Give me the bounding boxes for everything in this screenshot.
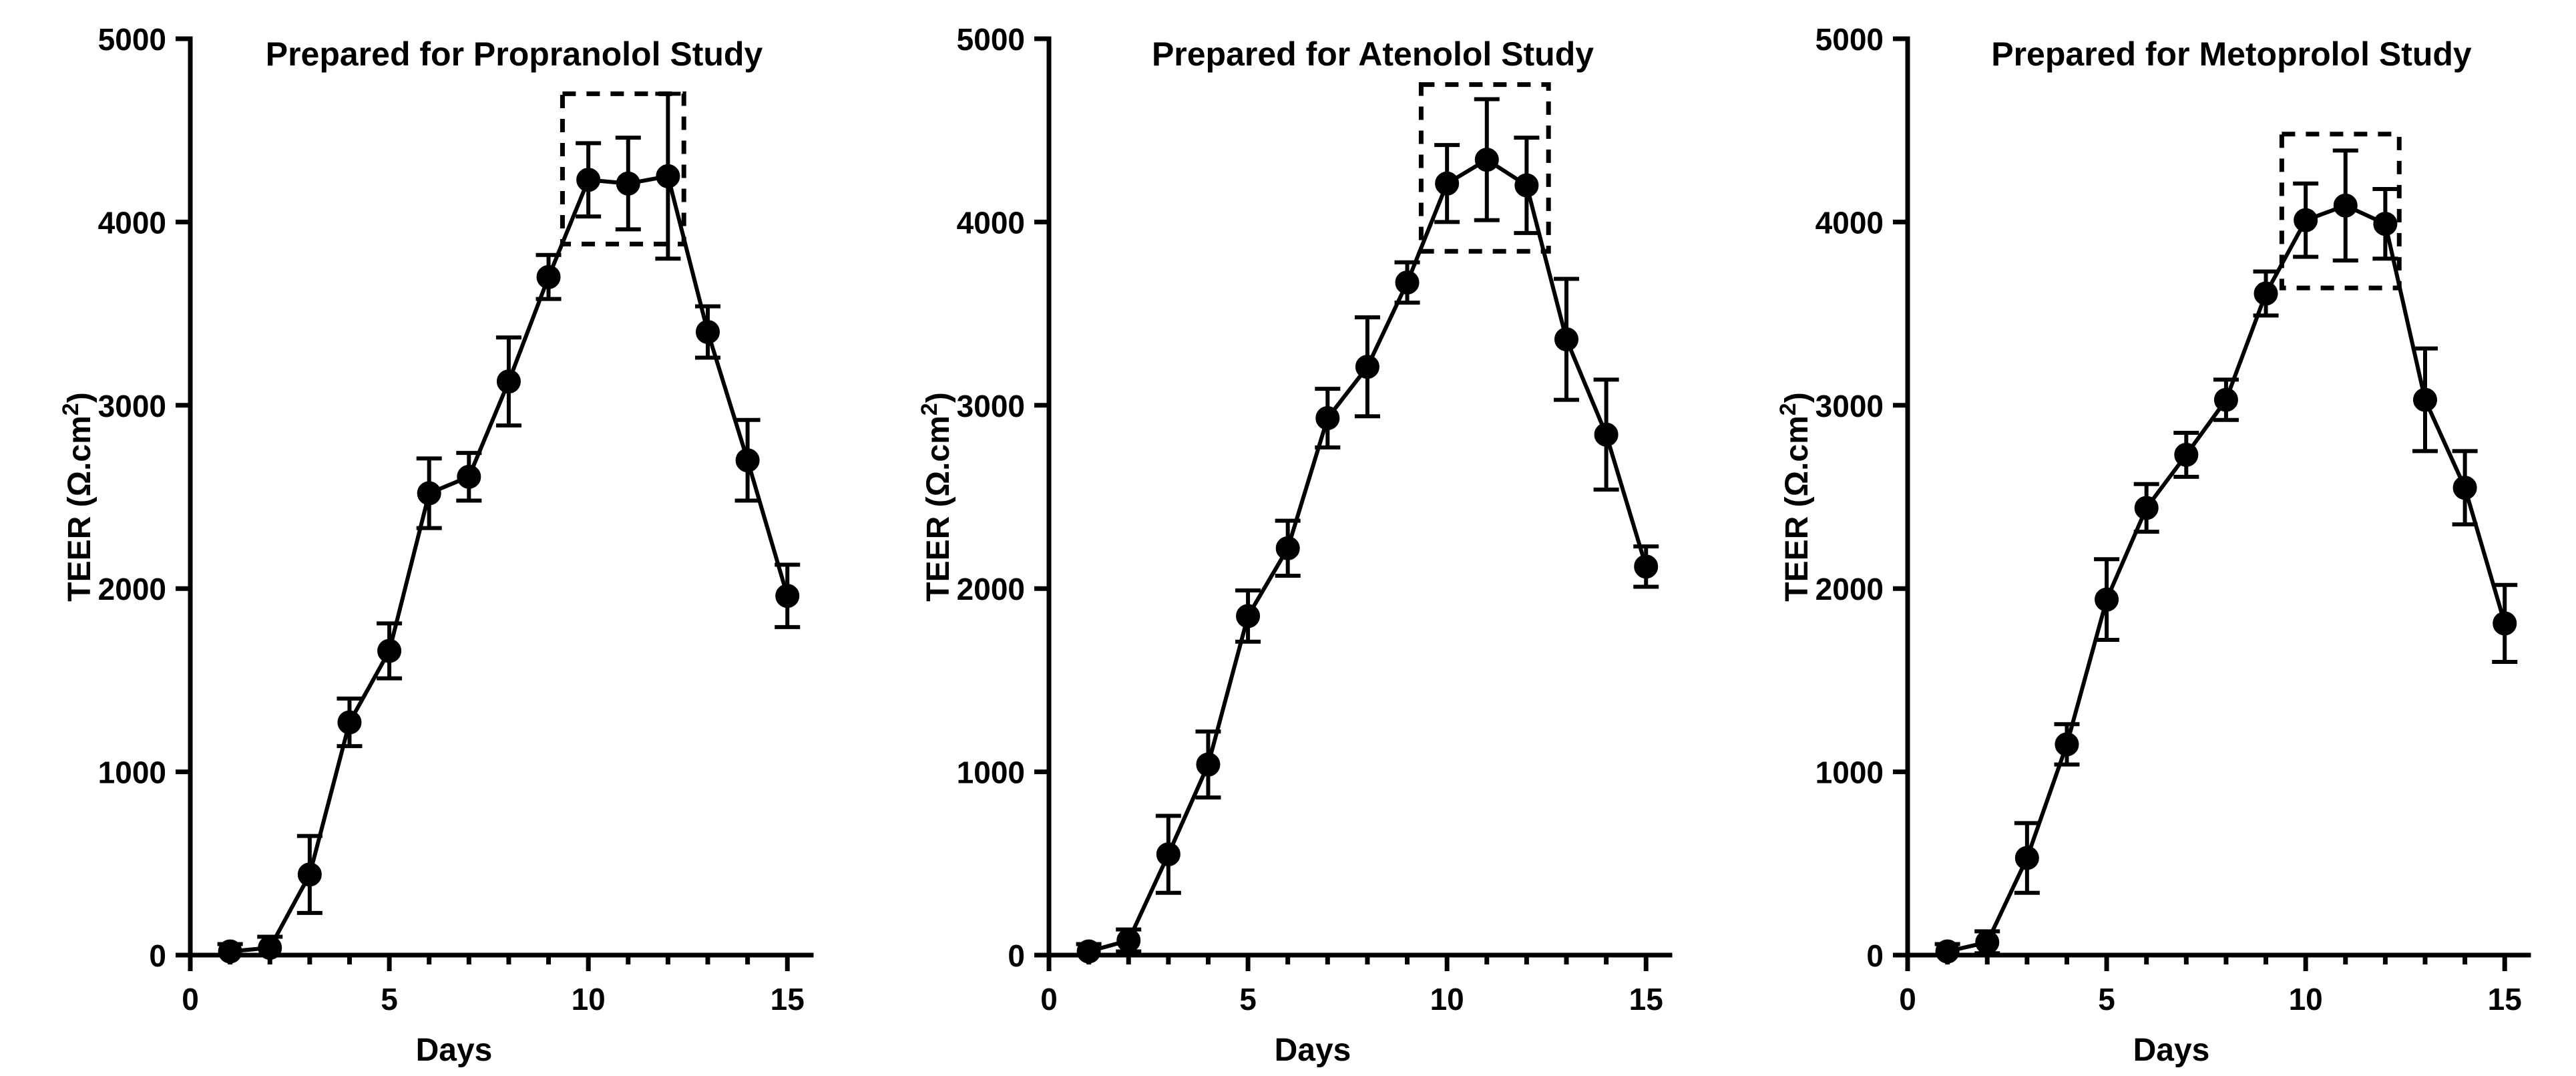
svg-text:0: 0: [182, 982, 199, 1017]
y-axis-ticks: [957, 22, 1049, 973]
svg-text:2000: 2000: [1815, 572, 1884, 607]
data-point: [577, 168, 600, 191]
svg-text:TEER (Ω.cm2): TEER $(\Omega.cm^2)$: [58, 392, 97, 602]
svg-text:5: 5: [381, 982, 398, 1017]
svg-text:0: 0: [1899, 982, 1916, 1017]
svg-text:5000: 5000: [1815, 22, 1884, 57]
chart-svg: [859, 0, 1717, 1076]
x-axis-title: Days: [415, 1033, 493, 1068]
svg-text:3000: 3000: [1815, 388, 1884, 423]
svg-text:3000: 3000: [956, 388, 1025, 423]
data-point: [1936, 940, 1959, 963]
data-point: [457, 466, 480, 488]
y-axis-ticks: [98, 22, 190, 973]
data-point: [2215, 389, 2237, 411]
svg-text:4000: 4000: [97, 205, 166, 240]
chart-panel-metoprolol: [1717, 0, 2576, 1076]
svg-text:15: 15: [1629, 982, 1663, 1017]
panel-title: [266, 35, 763, 73]
chart-svg: [0, 0, 859, 1076]
svg-text:1000: 1000: [97, 755, 166, 790]
x-axis-ticks: [1899, 955, 2522, 1017]
x-axis-title: Days: [2133, 1033, 2210, 1068]
data-point: [2334, 194, 2357, 217]
svg-text:TEER (Ω.cm2): TEER $(\Omega.cm^2)$: [1775, 392, 1815, 602]
svg-text:1000: 1000: [956, 755, 1025, 790]
data-point: [1396, 271, 1419, 294]
svg-text:2000: 2000: [97, 572, 166, 607]
data-point: [1976, 931, 1998, 954]
svg-text:10: 10: [1430, 982, 1464, 1017]
data-point: [656, 165, 679, 188]
svg-text:4000: 4000: [956, 205, 1025, 240]
data-point: [1117, 929, 1140, 952]
svg-text:10: 10: [571, 982, 606, 1017]
panel-title: [1991, 35, 2472, 73]
svg-text:3000: 3000: [97, 388, 166, 423]
chart-svg: [1717, 0, 2576, 1076]
data-point: [1237, 604, 1259, 627]
data-point: [497, 370, 520, 393]
svg-text:Prepared for Metoprolol Study: Prepared for Metoprolol Study: [1991, 35, 2472, 73]
svg-text:5000: 5000: [97, 22, 166, 57]
data-point: [776, 584, 799, 607]
data-point: [2374, 212, 2396, 235]
axes: [1049, 39, 1670, 955]
data-point: [1635, 555, 1657, 578]
data-point: [696, 321, 719, 343]
chart-panel-atenolol: [859, 0, 1717, 1076]
svg-text:Prepared for Atenolol Study: Prepared for Atenolol Study: [1151, 35, 1594, 73]
svg-text:1000: 1000: [1815, 755, 1884, 790]
chart-panel-propranolol: [0, 0, 859, 1076]
error-bars: [1935, 150, 2518, 955]
axes: [190, 39, 811, 955]
svg-text:15: 15: [770, 982, 805, 1017]
y-axis-title: [58, 392, 97, 601]
x-axis-ticks: [182, 955, 805, 1017]
svg-text:0: 0: [1008, 938, 1025, 973]
svg-text:0: 0: [149, 938, 166, 973]
panel-title: [1152, 35, 1594, 73]
data-point: [2175, 443, 2197, 466]
data-point: [258, 936, 281, 959]
y-axis-ticks: [1815, 22, 1908, 973]
x-axis-ticks: [1040, 955, 1663, 1017]
data-point: [1157, 843, 1180, 866]
y-axis-title: [1775, 392, 1815, 601]
data-point: [338, 711, 361, 734]
data-point: [2414, 389, 2436, 411]
data-point-markers: [219, 165, 799, 963]
error-bars: [1076, 100, 1659, 955]
data-point: [538, 266, 560, 289]
data-point: [1436, 172, 1458, 195]
error-bars: [218, 94, 801, 955]
svg-text:0: 0: [1866, 938, 1884, 973]
svg-text:4000: 4000: [1815, 205, 1884, 240]
data-point: [1476, 148, 1498, 171]
data-point-markers: [1936, 194, 2517, 963]
svg-text:2000: 2000: [956, 572, 1025, 607]
data-point: [2454, 476, 2477, 499]
data-point: [1515, 174, 1538, 197]
data-point-markers: [1078, 148, 1658, 962]
data-point: [2294, 209, 2317, 232]
svg-text:5: 5: [1239, 982, 1257, 1017]
data-point: [617, 172, 640, 195]
svg-text:Prepared for Propranolol Study: Prepared for Propranolol Study: [265, 35, 763, 73]
svg-text:15: 15: [2487, 982, 2522, 1017]
data-point: [378, 639, 401, 662]
data-point: [1197, 753, 1219, 776]
axes: [1908, 39, 2529, 955]
data-point: [1356, 355, 1379, 378]
svg-text:0: 0: [1040, 982, 1058, 1017]
data-point: [2135, 496, 2158, 519]
data-point: [1316, 407, 1339, 429]
data-point: [298, 863, 321, 886]
data-point: [2016, 847, 2038, 870]
data-point: [2255, 282, 2278, 305]
svg-text:5: 5: [2098, 982, 2115, 1017]
data-point: [736, 449, 759, 472]
data-point: [2095, 588, 2118, 611]
data-point: [2493, 612, 2516, 635]
y-axis-title: [917, 392, 956, 601]
data-point: [1555, 328, 1578, 351]
data-point: [2055, 733, 2078, 755]
data-point: [1277, 537, 1299, 560]
x-axis-title: Days: [1274, 1033, 1351, 1068]
data-point: [418, 482, 441, 505]
svg-text:10: 10: [2288, 982, 2323, 1017]
data-point: [1078, 940, 1100, 963]
svg-text:TEER (Ω.cm2): TEER $(\Omega.cm^2)$: [917, 392, 956, 602]
data-point: [1595, 423, 1618, 446]
data-point: [219, 940, 242, 963]
svg-text:5000: 5000: [956, 22, 1025, 57]
series-line: [1948, 206, 2505, 952]
